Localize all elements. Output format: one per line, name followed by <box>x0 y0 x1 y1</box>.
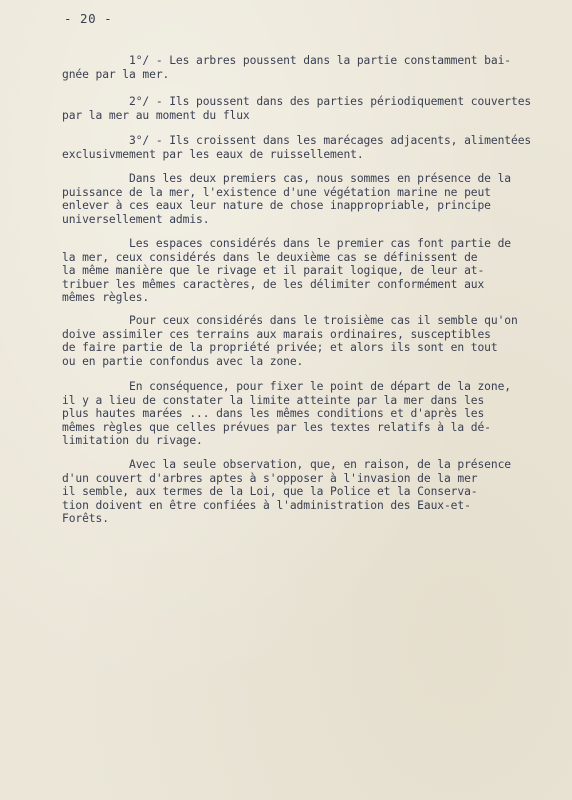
paragraph-3 <box>62 134 568 161</box>
text-line: il semble, aux termes de la Loi, que la Police et la Conserva- <box>62 485 478 499</box>
text-line: plus hautes marées ... dans les mêmes conditions et d'après les <box>62 407 485 421</box>
text-line: doive assimiler ces terrains aux marais ordinaires, susceptibles <box>62 327 491 341</box>
text-line: mêmes règles. <box>62 291 150 305</box>
text-line: la même manière que le rivage et il parait logique, de leur at- <box>62 264 485 278</box>
text-line: 3°/ - Ils croissent dans les marécages adjacents, alimentées <box>62 134 532 147</box>
text-line: exclusivmement par les eaux de ruissellement. <box>62 147 364 161</box>
text-line: de faire partie de la propriété privée; et alors ils sont en tout <box>62 341 498 355</box>
paragraph-8 <box>62 458 568 526</box>
text-line: ou en partie confondus avec la zone. <box>62 354 304 368</box>
paragraph-6 <box>62 314 568 368</box>
text-line: mêmes règles que celles prévues par les textes relatifs à la dé- <box>62 420 491 434</box>
text-line: gnée par la mer. <box>62 67 170 81</box>
page-number: - 20 - <box>64 11 113 26</box>
paragraph-7 <box>62 380 568 448</box>
text-line: tribuer les mêmes caractères, de les délimiter conformément aux <box>62 277 485 291</box>
text-line: Les espaces considérés dans le premier cas font partie de <box>62 237 511 250</box>
paragraph-1 <box>62 54 568 81</box>
text-line: puissance de la mer, l'existence d'une végétation marine ne peut <box>62 185 491 199</box>
text-line: Avec la seule observation, que, en raison, de la présence <box>62 458 511 471</box>
text-line: 1°/ - Les arbres poussent dans la partie constamment bai- <box>62 54 511 67</box>
text-line: Forêts. <box>62 512 109 526</box>
paragraph-5 <box>62 237 568 305</box>
text-line: En conséquence, pour fixer le point de départ de la zone, <box>62 380 511 393</box>
text-line: la mer, ceux considérés dans le deuxième cas se définissent de <box>62 250 478 264</box>
text-line: il y a lieu de constater la limite atteinte par la mer dans les <box>62 393 485 407</box>
text-line: Dans les deux premiers cas, nous sommes en présence de la <box>62 172 511 185</box>
text-line: par la mer au moment du flux <box>62 108 250 122</box>
text-line: d'un couvert d'arbres aptes à s'opposer à l'invasion de la mer <box>62 471 478 485</box>
text-line: 2°/ - Ils poussent dans des parties périodiquement couvertes <box>62 95 532 108</box>
text-line: Pour ceux considérés dans le troisième cas il semble qu'on <box>62 314 518 327</box>
text-line: limitation du rivage. <box>62 434 203 448</box>
paragraph-4 <box>62 172 568 226</box>
text-line: tion doivent en être confiées à l'administration des Eaux-et- <box>62 498 471 512</box>
text-line: enlever à ces eaux leur nature de chose inappropriable, principe <box>62 199 491 213</box>
paragraph-2 <box>62 95 568 122</box>
text-line: universellement admis. <box>62 212 210 226</box>
